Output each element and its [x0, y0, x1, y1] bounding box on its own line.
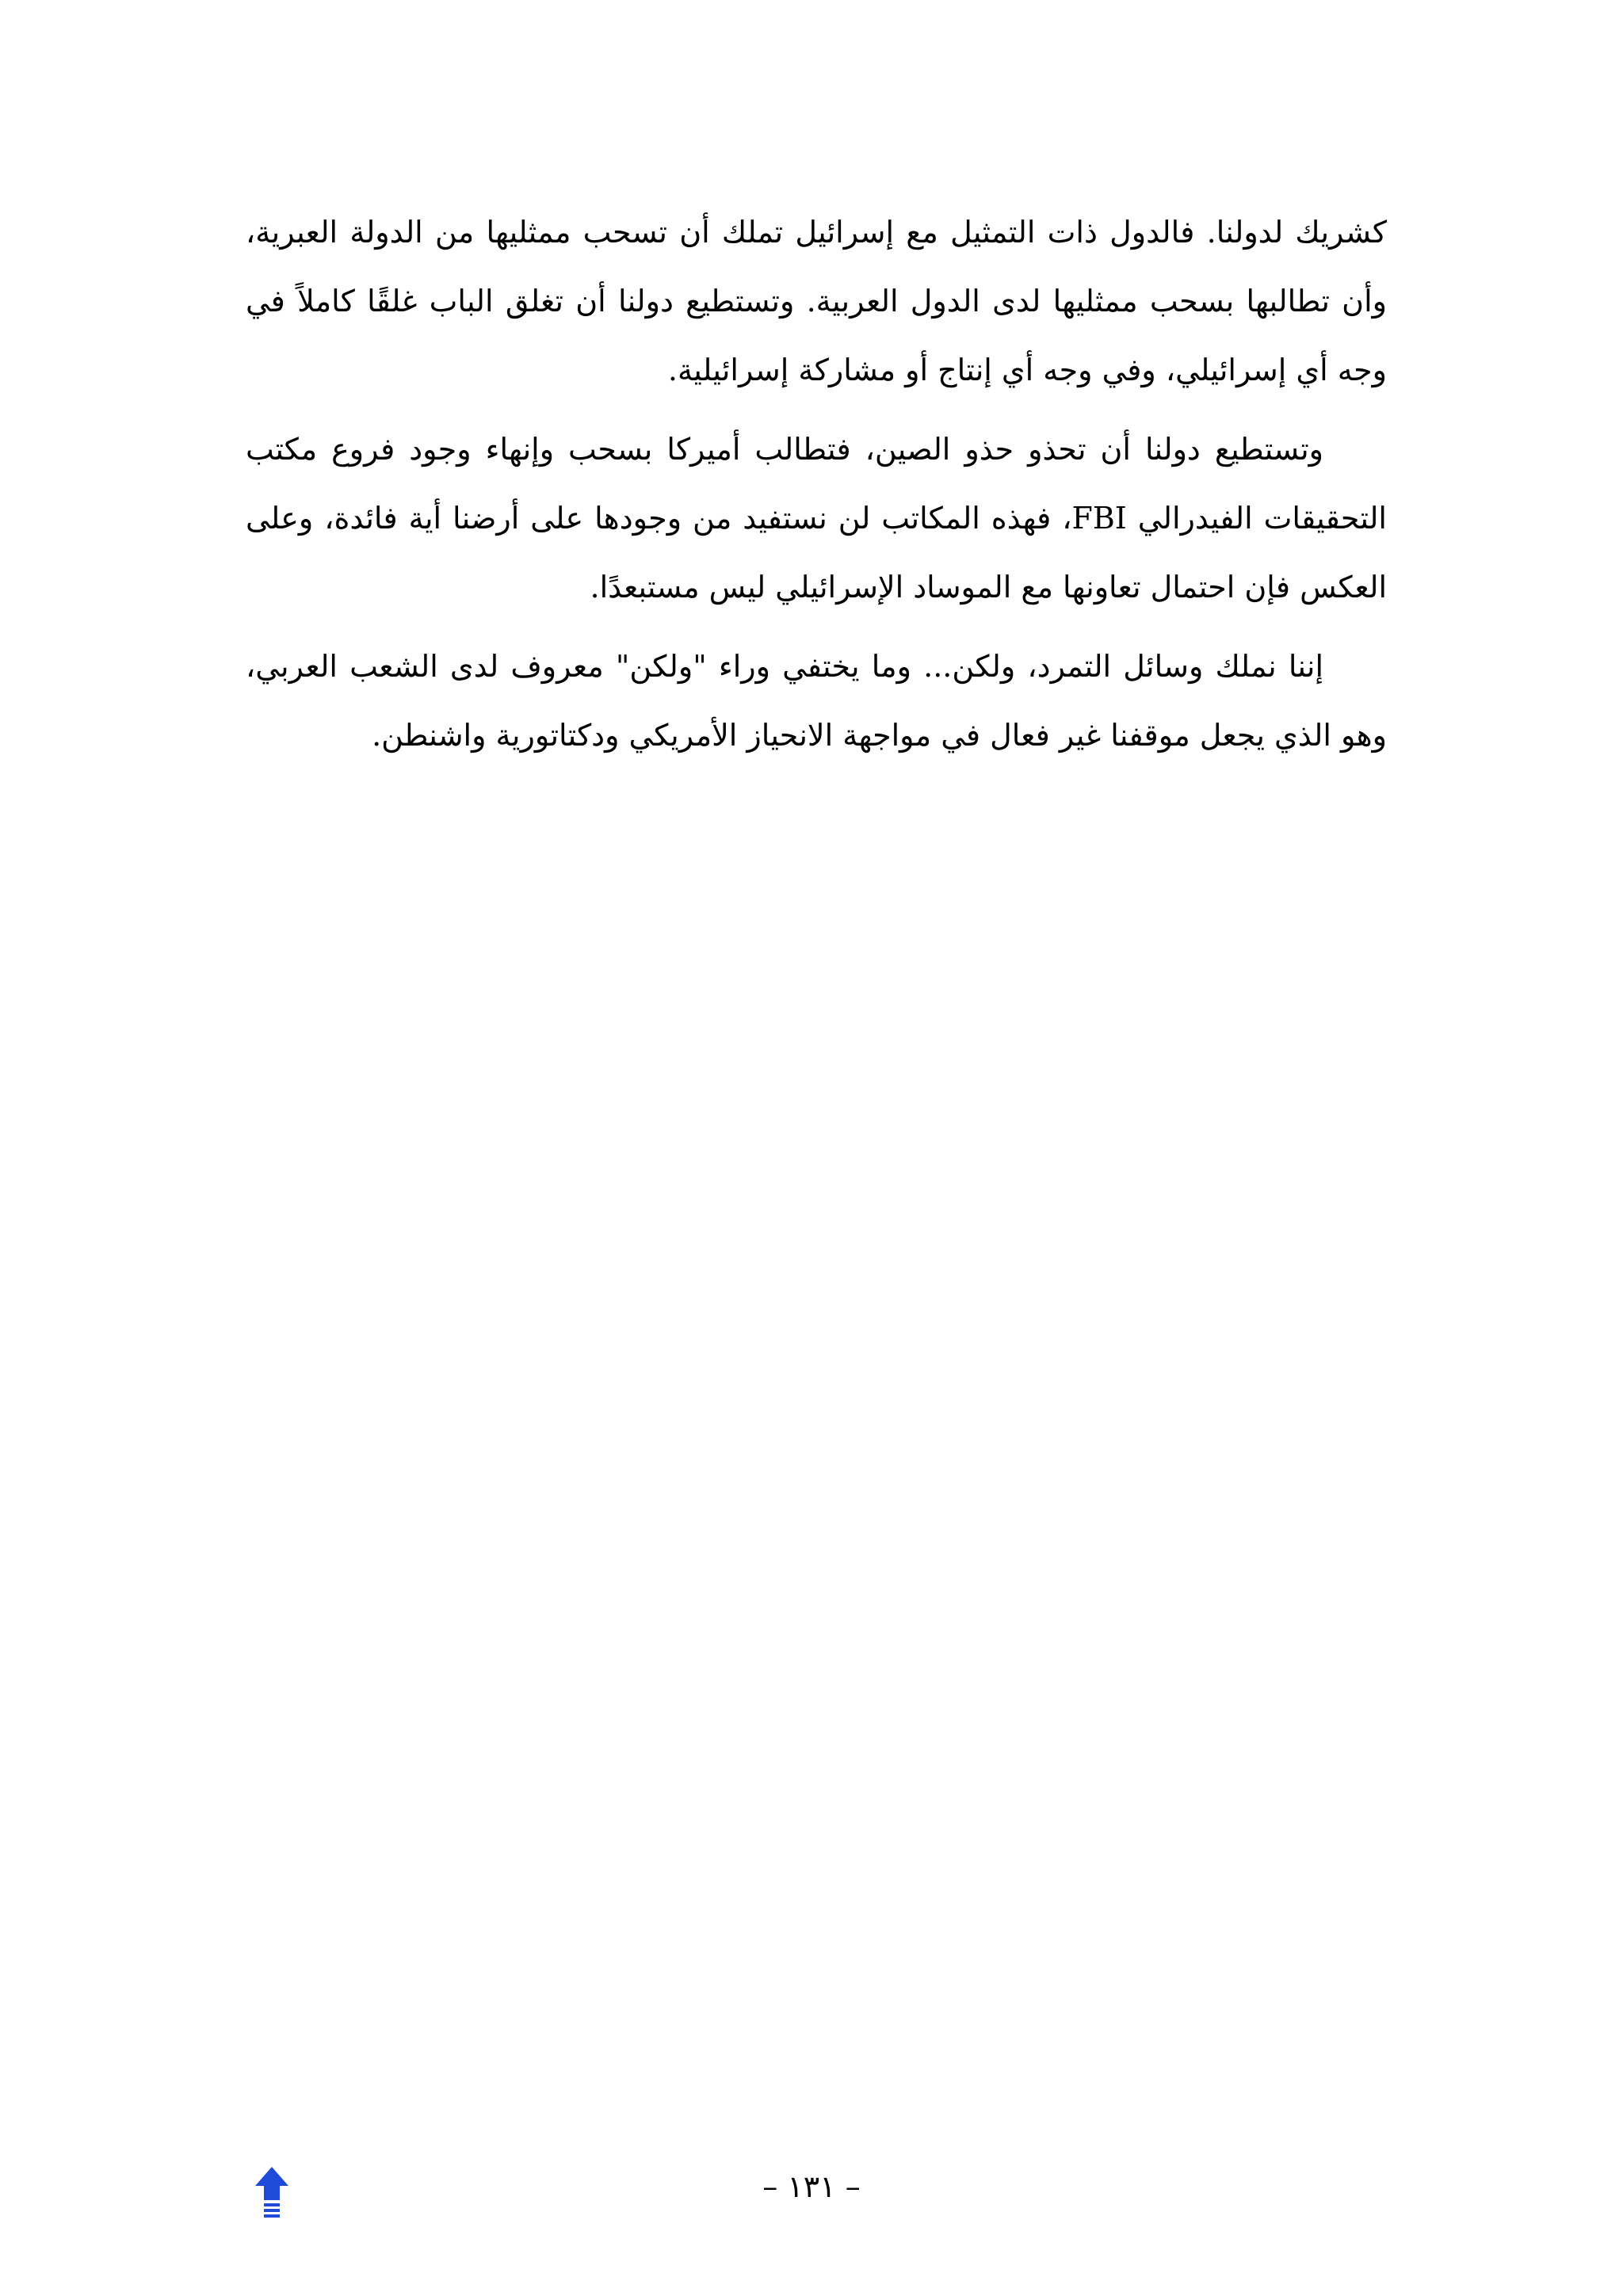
- paragraph-1: كشريك لدولنا. فالدول ذات التمثيل مع إسرائيل تملك أن تسحب ممثليها من الدولة العبرية، وأن تطالبها بسحب ممثليها لدى الدول العربية. وتستطيع دولنا أن تغلق الباب غلقًا كاملاً في وجه أي إسرائيلي، وفي وجه أي إنتاج أو مشاركة إسرائيلية.: [246, 215, 1387, 387]
- up-arrow-icon[interactable]: [255, 2167, 288, 2221]
- paragraph-2: وتستطيع دولنا أن تحذو حذو الصين، فتطالب أميركا بسحب وإنهاء وجود فروع مكتب التحقيقات الفيدرالي FBI، فهذه المكاتب لن نستفيد من وجودها على أرضنا أية فائدة، وعلى العكس فإن احتمال تعاونها مع الموساد الإسرائيلي ليس مستبعدًا.: [246, 432, 1387, 605]
- page-number: – ١٣١ –: [762, 2169, 861, 2204]
- paragraph-3: إننا نملك وسائل التمرد، ولكن... وما يختفي وراء "ولكن" معروف لدى الشعب العربي، وهو الذي يجعل موقفنا غير فعال في مواجهة الانحياز الأمريكي ودكتاتورية واشنطن.: [246, 649, 1387, 753]
- body-text: [246, 198, 1387, 780]
